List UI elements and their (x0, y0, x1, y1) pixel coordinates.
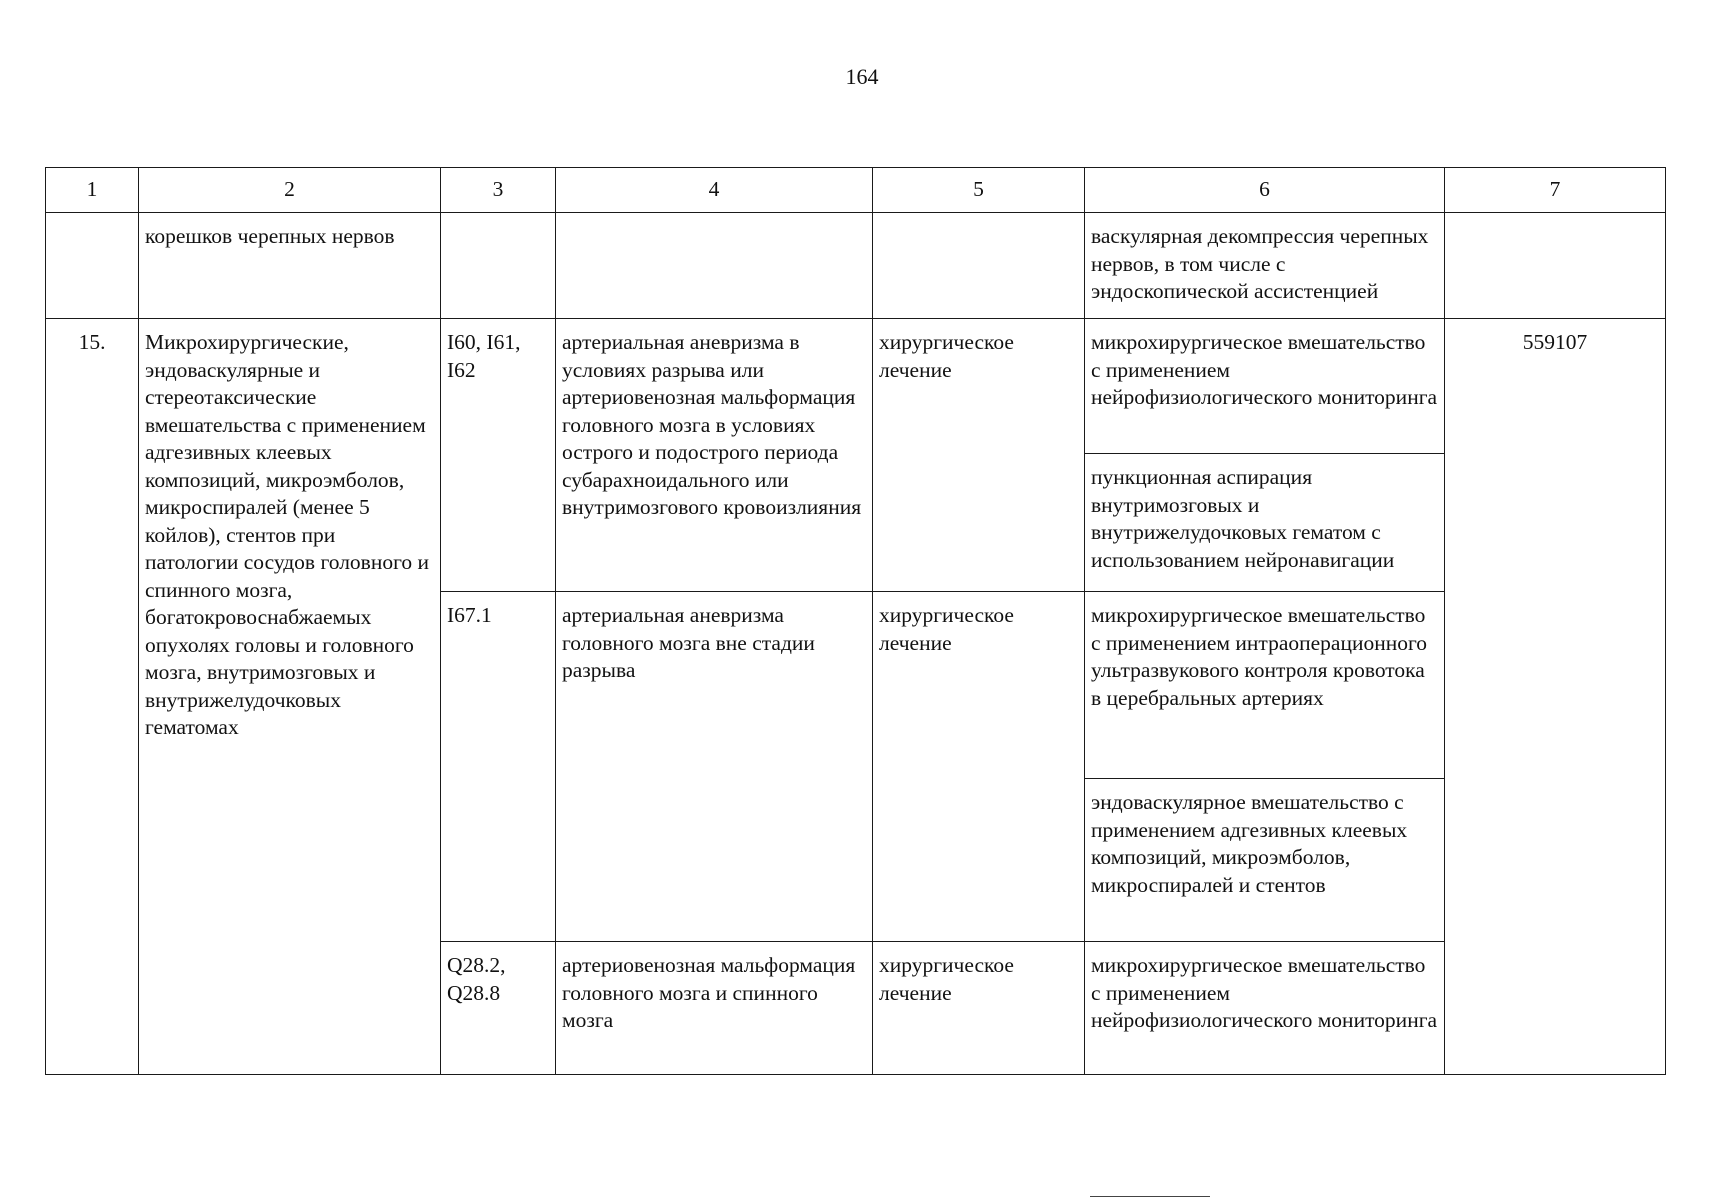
page-number: 164 (845, 64, 879, 89)
divider (1090, 1196, 1210, 1197)
column-header: 4 (556, 168, 873, 213)
procedure-name-cell: корешков черепных нервов (139, 213, 441, 319)
method-cell: микрохирургическое вмешательство с применением интраоперационного ультразвукового контроля кровотока в церебральных артериях (1085, 592, 1445, 779)
diagnosis-cell (556, 213, 873, 319)
diagnosis-cell: артериальная аневризма в условиях разрыва или артериовенозная мальформация головного мозга в условиях острого и подострого периода субарахноидального или внутримозгового кровоизлияния (556, 319, 873, 592)
method-cell: микрохирургическое вмешательство с применением нейрофизиологического мониторинга (1085, 942, 1445, 1075)
diagnosis-cell: артериовенозная мальформация головного мозга и спинного мозга (556, 942, 873, 1075)
row-number-cell (46, 213, 139, 319)
column-header: 7 (1445, 168, 1666, 213)
code-cell: I67.1 (441, 592, 556, 942)
column-header: 2 (139, 168, 441, 213)
column-header: 5 (873, 168, 1085, 213)
treatment-cell (873, 213, 1085, 319)
cost-cell (1445, 213, 1666, 319)
procedures-table (45, 167, 1666, 1075)
diagnosis-cell: артериальная аневризма головного мозга вне стадии разрыва (556, 592, 873, 942)
table-header-row (46, 168, 1666, 213)
procedure-name-cell: Микрохирургические, эндоваскулярные и стереотаксические вмешательства с применением адгезивных клеевых композиций, микроэмболов, микроспиралей (менее 5 койлов), стентов при патологии сосудов головного и спинного мозга, богатокровоснабжаемых опухолях головы и головного мозга, внутримозговых и внутрижелудочковых гематомах (139, 319, 441, 1075)
method-cell: эндоваскулярное вмешательство с применением адгезивных клеевых композиций, микроэмболов, микроспиралей и стентов (1085, 779, 1445, 942)
treatment-cell: хирургическое лечение (873, 319, 1085, 592)
column-header: 3 (441, 168, 556, 213)
code-cell: Q28.2, Q28.8 (441, 942, 556, 1075)
table-row (46, 319, 1666, 454)
continuation-row (46, 213, 1666, 319)
method-cell: васкулярная декомпрессия черепных нервов, в том числе с эндоскопической ассистенцией (1085, 213, 1445, 319)
treatment-cell: хирургическое лечение (873, 592, 1085, 942)
method-cell: микрохирургическое вмешательство с применением нейрофизиологического мониторинга (1085, 319, 1445, 454)
code-cell (441, 213, 556, 319)
cost-cell: 559107 (1445, 319, 1666, 1075)
method-cell: пункционная аспирация внутримозговых и внутрижелудочковых гематом с использованием нейронавигации (1085, 454, 1445, 592)
treatment-cell: хирургическое лечение (873, 942, 1085, 1075)
column-header: 6 (1085, 168, 1445, 213)
column-header: 1 (46, 168, 139, 213)
row-number-cell: 15. (46, 319, 139, 1075)
code-cell: I60, I61, I62 (441, 319, 556, 592)
